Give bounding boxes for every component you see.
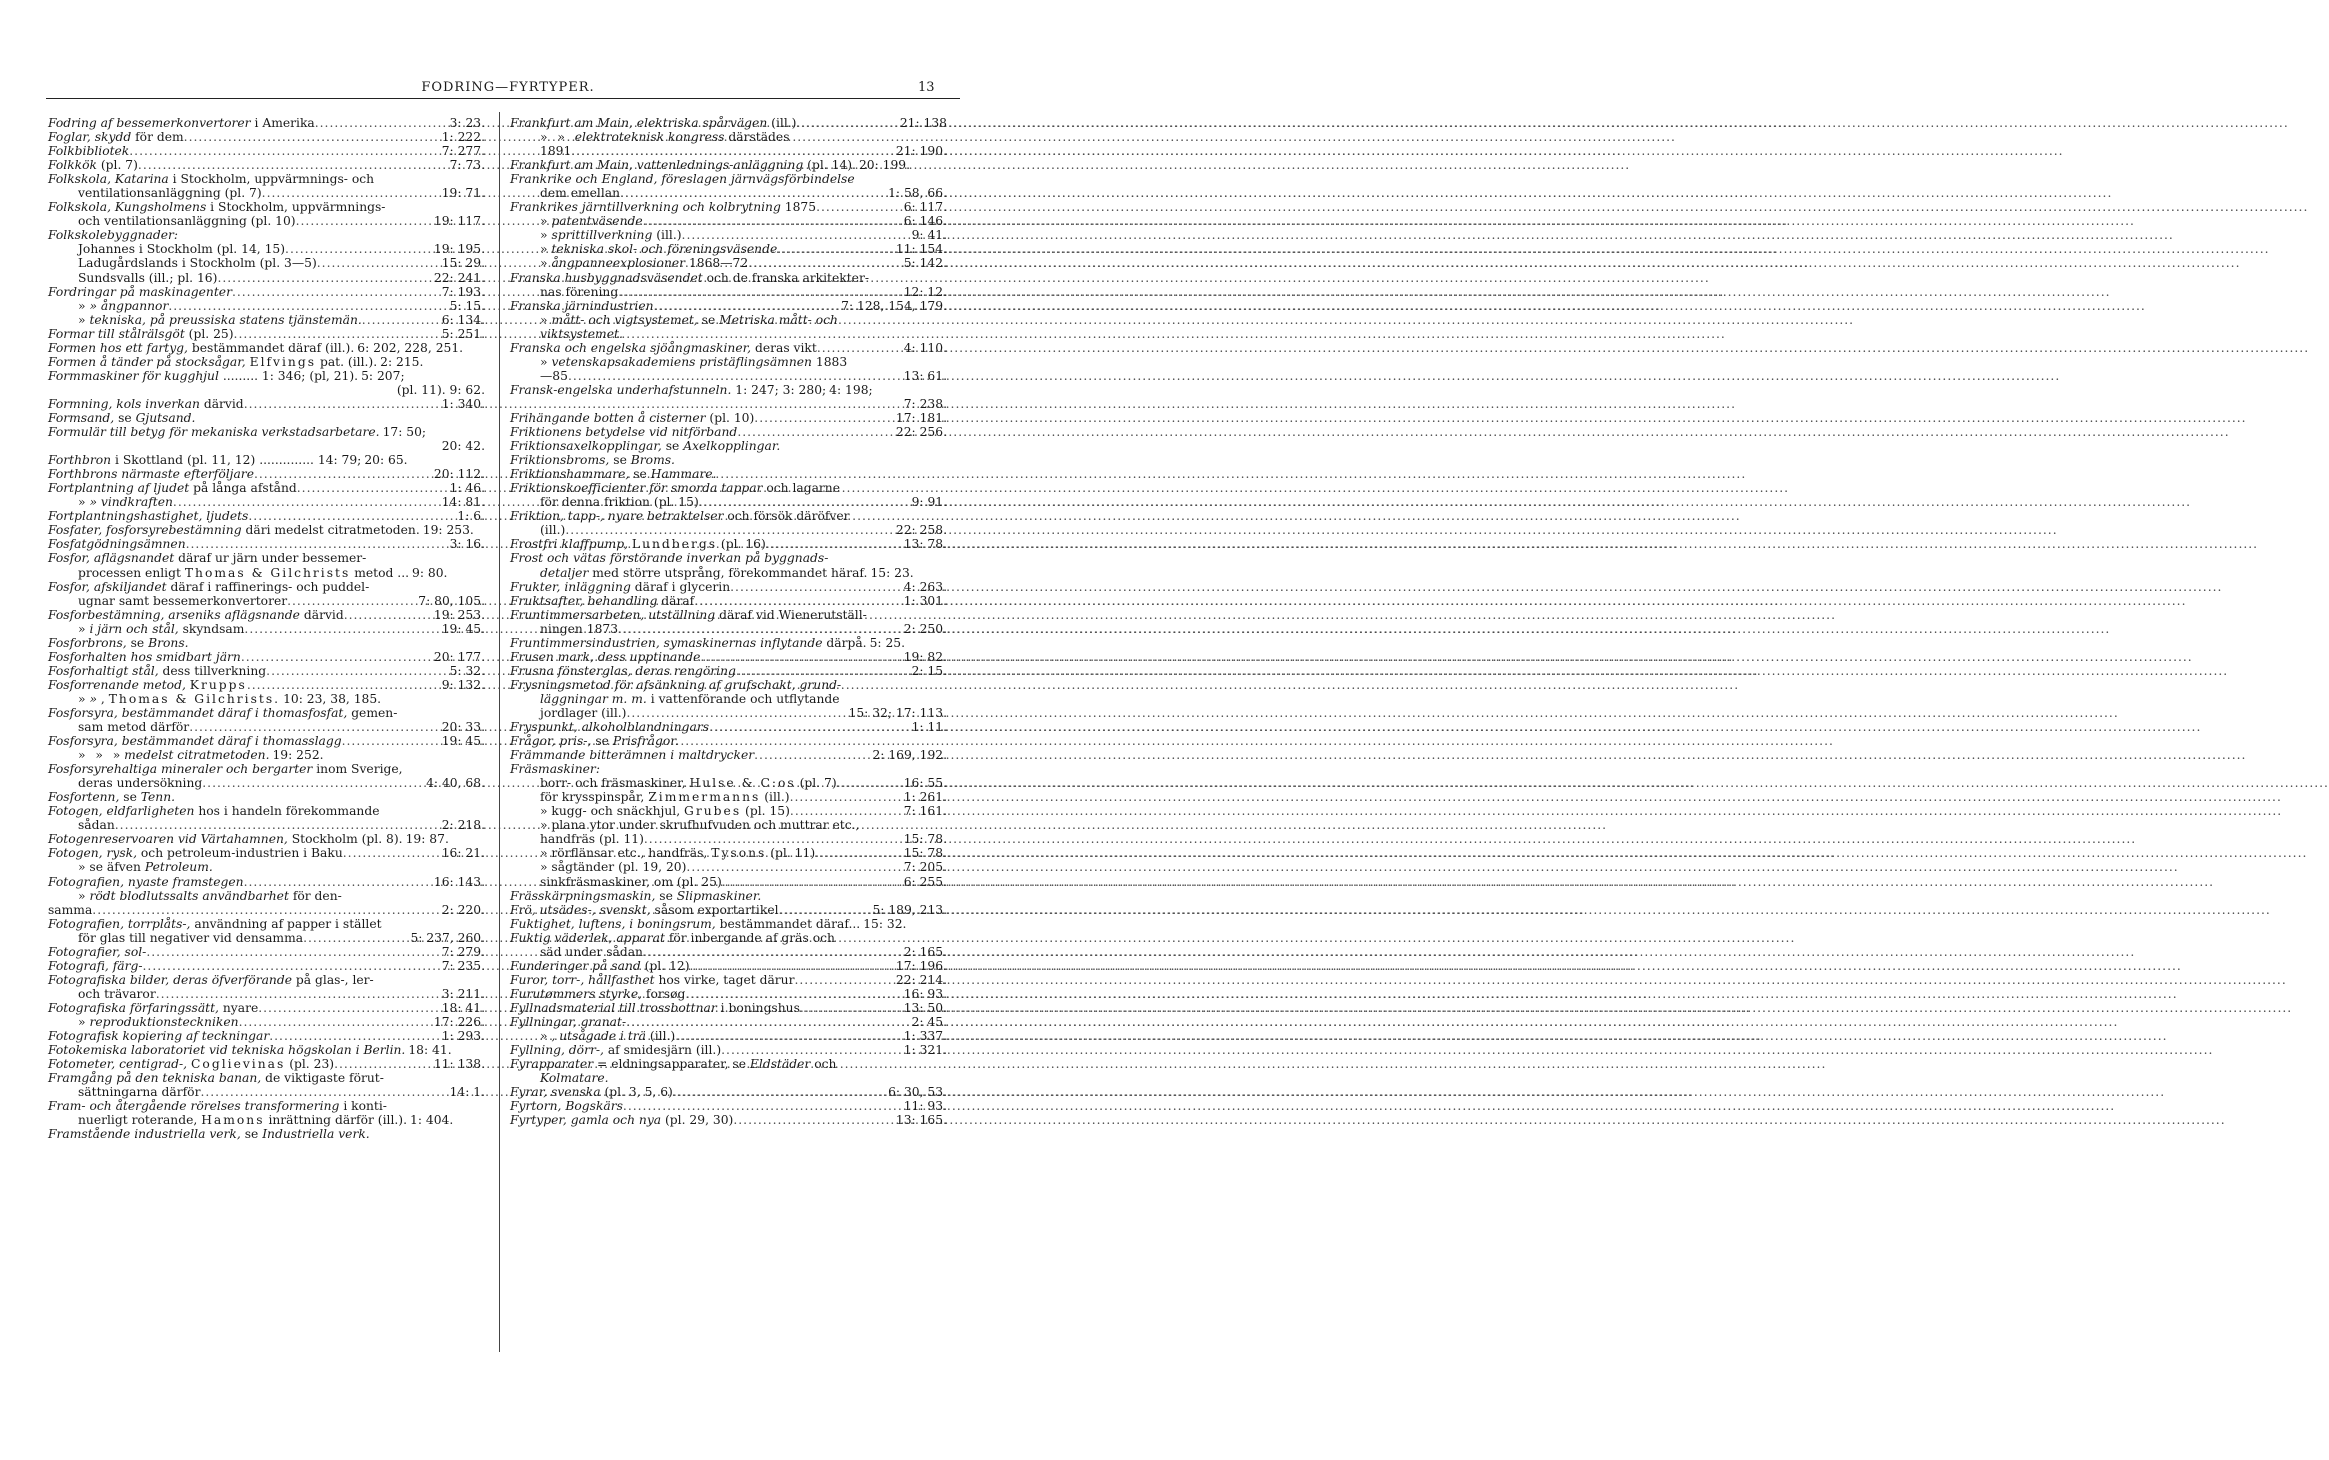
index-entry: Furor, torr-, hållfasthet hos virke, taget därur ..... 22: 214. xyxy=(510,973,947,987)
index-entry: Forthbrons närmaste efterföljare ..... 20: 112. xyxy=(48,467,485,481)
index-entry: Fosfater, fosforsyrebestämning däri medelst citratmetoden. 19: 253. xyxy=(48,523,474,538)
index-entry: (pl. 11). 9: 62. xyxy=(396,382,485,397)
index-entry: Fyllnadsmaterial till trossbottnar i boningshus ..... 13: 50. xyxy=(510,1001,947,1015)
index-entry: » i järn och stål, skyndsam ..... 19: 45. xyxy=(48,622,485,636)
index-entry: » » , Thomas & Gilchrists. 10: 23, 38, 185. xyxy=(78,691,382,706)
index-entry: Fosforsyra, bestämmandet däraf i thomasslagg ..... 19: 45. xyxy=(48,734,485,748)
index-entry: Fotogen, eldfarligheten hos i handeln förekommande xyxy=(48,804,380,819)
index-entry: viktsystemet. xyxy=(540,326,623,341)
index-entry: Folkskola, Katarina i Stockholm, uppvärmnings- och xyxy=(48,172,375,187)
index-entry: detaljer med större utsprång, förekommandet häraf. 15: 23. xyxy=(540,565,914,580)
index-entry: Fyrapparater = eldningsapparater, se Eldstäder och xyxy=(510,1057,837,1072)
index-entry: Främmande bitterämnen i maltdrycker ..... 2: 169, 192. xyxy=(510,748,947,762)
index-entry: Folkskolebyggnader: xyxy=(48,228,179,243)
index-entry: Fotografiska bilder, deras öfverförande på glas-, ler- xyxy=(48,972,374,987)
index-entry: (ill.) ..... 22: 258. xyxy=(510,523,947,537)
index-entry: Frusna fönsterglas, deras rengöring ..... 2: 15. xyxy=(510,664,947,678)
index-entry: Fortplantning af ljudet på långa afstånd ..... 1: 46. xyxy=(48,481,485,495)
index-entry: Frost och vätas förstörande inverkan på byggnads- xyxy=(510,551,829,566)
index-entry: Fosforrenande metod, Krupps ..... 9: 132. xyxy=(48,678,485,692)
index-entry: » » elektroteknisk kongress därstädes xyxy=(540,130,790,145)
index-entry: läggningar m. m. i vattenförande och utflytande xyxy=(540,691,840,706)
index-entry: och ventilationsanläggning (pl. 10) ..... 19: 117. xyxy=(48,214,485,228)
index-entry: Formulär till betyg för mekaniska verkstadsarbetare. 17: 50; xyxy=(48,425,427,440)
index-entry: Formmaskiner för kugghjul ......... 1: 346; (pl, 21). 5: 207; xyxy=(48,368,405,383)
index-entry: Frusen mark, dess upptinande ..... 19: 82. xyxy=(510,650,947,664)
index-entry: Frässkärpningsmaskin, se Slipmaskiner. xyxy=(510,888,762,903)
index-entry: Friktionsbroms, se Broms. xyxy=(510,453,675,468)
index-entry: 7: 238. xyxy=(903,396,947,411)
index-entry: Fruktsafter, behandling däraf ..... 1: 301. xyxy=(510,594,947,608)
index-entry: dem emellan ..... 1: 58, 66. xyxy=(510,186,947,200)
index-entry: » plana ytor under skrufhufvuden och muttrar etc., xyxy=(540,818,860,833)
index-entry: borr- och fräsmaskiner, Hulse & C:os (pl. 7) ..... 16: 55. xyxy=(510,776,947,790)
index-entry: Fransk-engelska underhafstunneln. 1: 247; 3: 280; 4: 198; xyxy=(510,382,873,397)
index-entry: processen enligt Thomas & Gilchrists metod ... 9: 80. xyxy=(78,565,448,580)
index-entry: Frostfri klaffpump, Lundbergs (pl. 16) ..... 13: 78. xyxy=(510,537,947,551)
index-entry: Sundsvalls (ill.; pl. 16) ..... 22: 241. xyxy=(48,271,485,285)
index-entry: Fosforsyrehaltiga mineraler och bergarter inom Sverige, xyxy=(48,762,403,777)
index-entry: Formsand, se Gjutsand. xyxy=(48,410,196,425)
index-entry: Friktionskoefficienter för smorda tappar och lagarne xyxy=(510,481,841,496)
index-entry: sättningarna därför ..... 14: 1. xyxy=(48,1085,485,1099)
index-entry: Frankrikes järntillverkning och kolbrytning 1875 ..... 6: 117. xyxy=(510,200,947,214)
index-column-right xyxy=(510,116,947,1127)
index-entry: Fodring af bessemerkonvertorer i Amerika ..... 3: 23. xyxy=(48,116,485,130)
index-entry: Johannes i Stockholm (pl. 14, 15) ..... 19: 195. xyxy=(48,242,485,256)
index-entry: Fotografi, färg- ..... 7: 235. xyxy=(48,959,485,973)
index-entry: sinkfräsmaskiner, om (pl. 25) ..... 6: 255. xyxy=(510,875,947,889)
index-entry: Folkskola, Kungsholmens i Stockholm, uppvärmnings- xyxy=(48,200,386,215)
index-entry: » » ångpannor ..... 5: 15. xyxy=(48,299,485,313)
index-entry: Ladugårdslands i Stockholm (pl. 3—5) ..... 15: 29. xyxy=(48,256,485,270)
index-entry: 20: 42. xyxy=(441,439,485,454)
index-entry: Fotografien, torrplåts-, användning af papper i stället xyxy=(48,916,382,931)
index-entry: nas förening ..... 12: 12. xyxy=(510,285,947,299)
index-entry: Framstående industriella verk, se Industriella verk. xyxy=(48,1127,370,1142)
index-entry: handfräs (pl. 11) ..... 15: 78. xyxy=(510,832,947,846)
index-entry: Fyrar, svenska (pl. 3, 5, 6) ..... 6: 30, 53. xyxy=(510,1085,947,1099)
index-entry: » tekniska, på preussiska statens tjänstemän. ..... 6: 134. xyxy=(48,313,485,327)
index-entry: » reproduktionsteckniken ..... 17: 226. xyxy=(48,1015,485,1029)
index-entry: Franska och engelska sjöångmaskiner, deras vikt ..... 4: 110. xyxy=(510,341,947,355)
index-entry: Formen å tänder på stocksågar, Elfvings pat. (ill.). 2: 215. xyxy=(48,354,424,369)
index-entry: Friktion, tapp-, nyare betraktelser och försök däröfver xyxy=(510,509,850,524)
index-entry: Fotokemiska laboratoriet vid tekniska högskolan i Berlin. 18: 41. xyxy=(48,1043,452,1058)
index-entry: Fosforbrons, se Brons. xyxy=(48,635,189,650)
index-entry: sam metod därför ..... 20: 33. xyxy=(48,720,485,734)
index-entry: Fruntimmersindustrien, symaskinernas inflytande därpå. 5: 25. xyxy=(510,635,906,650)
index-entry: säd under sådan ..... 2: 165. xyxy=(510,945,947,959)
index-entry: Fotografiska förfaringssätt, nyare ..... 18: 41. xyxy=(48,1001,485,1015)
index-entry: Frö, utsädes-, svenskt, såsom exportartikel ..... 5: 189, 213. xyxy=(510,903,947,917)
index-entry: Fyllning, dörr-, af smidesjärn (ill.) ..... 1: 321. xyxy=(510,1043,947,1057)
index-entry: Folkbibliotek ..... 7: 277. xyxy=(48,144,485,158)
header-rule xyxy=(46,98,960,99)
index-entry: Formen hos ett fartyg, bestämmandet däraf (ill.). 6: 202, 228, 251. xyxy=(48,340,464,355)
index-entry: 1891 ..... 21: 190. xyxy=(510,144,947,158)
index-entry: Funderinger på sand (pl. 12) ..... 17: 196. xyxy=(510,959,947,973)
index-entry: Fosfatgödningsämnen ..... 3: 16. xyxy=(48,537,485,551)
index-entry: Fosforsyra, bestämmandet däraf i thomasfosfat, gemen- xyxy=(48,705,398,720)
index-entry: Fotografier, sol- ..... 7: 279. xyxy=(48,945,485,959)
index-entry: Fosfor, aflägsnandet däraf ur järn under bessemer- xyxy=(48,551,367,566)
index-entry: nuerligt roterande, Hamons inrättning därför (ill.). 1: 404. xyxy=(78,1113,454,1128)
index-entry: Fotometer, centigrad-, Coglievinas (pl. 23) ..... 11: 138. xyxy=(48,1057,485,1071)
index-entry: Furutømmers styrke, forsøg ..... 16: 93. xyxy=(510,987,947,1001)
index-entry: —85 ..... 13: 61. xyxy=(510,369,947,383)
index-entry: » sågtänder (pl. 19, 20) ..... 7: 205. xyxy=(510,860,947,874)
index-entry: Franska järnindustrien ..... 7: 128, 154, 179. xyxy=(510,299,947,313)
index-entry: deras undersökning ..... 4: 40, 68. xyxy=(48,776,485,790)
index-entry: Fuktighet, luftens, i boningsrum, bestämmandet däraf... 15: 32. xyxy=(510,916,907,931)
index-entry: Formar till stålrälsgöt (pl. 25) ..... 5: 251. xyxy=(48,327,485,341)
index-entry: Frukter, inläggning däraf i glycerin ..... 4: 263. xyxy=(510,580,947,594)
index-entry: Kolmatare. xyxy=(540,1071,609,1086)
running-header-title: FODRING—FYRTYPER. xyxy=(421,80,595,95)
index-entry: Fram- och återgående rörelses transformering i konti- xyxy=(48,1099,387,1114)
index-entry: Frankfurt am Main, vattenlednings-anläggning (pl. 14). 20: 199. xyxy=(510,158,911,173)
index-entry: » ångpanneexplosioner 1868—72 ..... 5: 142. xyxy=(510,256,947,270)
index-entry: Franska husbyggnadsväsendet och de franska arkitekter- xyxy=(510,270,869,285)
index-entry: Fosfor, afskiljandet däraf i raffinerings- och puddel- xyxy=(48,579,370,594)
index-entry: » patentväsende ..... 6: 146. xyxy=(510,214,947,228)
index-entry: Fotogen, rysk, och petroleum-industrien i Baku ..... 16: 21. xyxy=(48,846,485,860)
index-entry: Fruntimmersarbeten, utställning däraf vid Wienerutställ- xyxy=(510,607,867,622)
index-entry: Fryspunkt, alkoholblandningars ..... 1: 11. xyxy=(510,720,947,734)
index-entry: sådan ..... 2: 218. xyxy=(48,818,485,832)
index-entry: Fotografien, nyaste framstegen ..... 16: 143. xyxy=(48,875,485,889)
index-entry: Forthbron i Skottland (pl. 11, 12) .............. 14: 79; 20: 65. xyxy=(48,453,408,468)
index-entry: ugnar samt bessemerkonvertorer ..... 7: 80, 105. xyxy=(48,594,485,608)
index-entry: Fosforhalten hos smidbart järn ..... 20: 177. xyxy=(48,650,485,664)
index-entry: samma ..... 2: 220. xyxy=(48,903,485,917)
index-entry: ningen 1873 ..... 2: 250. xyxy=(510,622,947,636)
index-entry: » vetenskapsakademiens pristäflingsämnen 1883 xyxy=(540,354,848,369)
index-entry: » , utsågade i trä (ill.) ..... 1: 337. xyxy=(510,1029,947,1043)
index-column-left xyxy=(48,116,485,1141)
index-entry: för glas till negativer vid densamma ..... 5: 237, 260. xyxy=(48,931,485,945)
index-entry: Fotogenreservoaren vid Värtahamnen, Stockholm (pl. 8). 19: 87. xyxy=(48,832,449,847)
index-entry: Foglar, skydd för dem ..... 1: 222. xyxy=(48,130,485,144)
index-entry: Frankfurt am Main, elektriska spårvägen (ill.) ..... 21: 138 xyxy=(510,116,947,130)
index-entry: » tekniska skol- och föreningsväsende ..... 11: 154. xyxy=(510,242,947,256)
index-entry: Frihängande botten å cisterner (pl. 10) ..... 17: 181. xyxy=(510,411,947,425)
index-entry: Fyrtorn, Bogskärs ..... 11: 93. xyxy=(510,1099,947,1113)
index-entry: Fyllningar, granat- ..... 2: 45. xyxy=(510,1015,947,1029)
index-entry: Formning, kols inverkan därvid ..... 1: 340. xyxy=(48,397,485,411)
index-entry: » » » medelst citratmetoden. 19: 252. xyxy=(78,748,324,763)
index-entry: Framgång på den tekniska banan, de viktigaste förut- xyxy=(48,1071,384,1086)
index-entry: » se äfven Petroleum. xyxy=(78,860,213,875)
page-number: 13 xyxy=(918,80,935,95)
index-entry: för denna friktion (pl. 15) ..... 9: 91. xyxy=(510,495,947,509)
index-entry: Fosforbestämning, arseniks aflägsnande därvid ..... 19: 253. xyxy=(48,608,485,622)
index-entry: Fotografisk kopiering af teckningar ..... 1: 293. xyxy=(48,1029,485,1043)
index-entry: för krysspinspår, Zimmermanns (ill.) ..... 1: 261. xyxy=(510,790,947,804)
index-entry: » rödt blodlutssalts användbarhet för den- xyxy=(78,888,342,903)
index-entry: Frågor, pris-, se Prisfrågor. xyxy=(510,734,679,749)
index-entry: Fortplantningshastighet, ljudets ..... 1: 6. xyxy=(48,509,485,523)
index-entry: » rörflänsar etc., handfräs, Tysons (pl. 11) ..... 15: 78. xyxy=(510,846,947,860)
index-entry: Fosforhaltigt stål, dess tillverkning ..... 5: 32. xyxy=(48,664,485,678)
index-entry: Fyrtyper, gamla och nya (pl. 29, 30) ..... 13: 165. xyxy=(510,1113,947,1127)
index-entry: Frankrike och England, föreslagen järnvägsförbindelse xyxy=(510,172,855,187)
index-entry: Folkkök (pl. 7) ..... 7: 73. xyxy=(48,158,485,172)
index-entry: » mått- och vigtsystemet, se Metriska mått- och xyxy=(540,312,838,327)
index-entry: Friktionshammare, se Hammare. xyxy=(510,467,717,482)
index-entry: jordlager (ill.) ..... 15: 32; 17: 113. xyxy=(510,706,947,720)
index-entry: Fuktig väderlek, apparat för inbergande af gräs och xyxy=(510,930,835,945)
index-entry: och trävaror ..... 3: 211. xyxy=(48,987,485,1001)
index-entry: Fosfortenn, se Tenn. xyxy=(48,790,176,805)
index-entry: Fräsmaskiner: xyxy=(510,762,600,777)
index-entry: Friktionens betydelse vid nitförband ..... 22: 256. xyxy=(510,425,947,439)
index-entry: » » vindkraften ..... 14: 81. xyxy=(48,495,485,509)
index-entry: » sprittillverkning (ill.) ..... 9: 41. xyxy=(510,228,947,242)
index-entry: Fordringar på maskinagenter ..... 7: 193. xyxy=(48,285,485,299)
index-entry: Friktionsaxelkopplingar, se Axelkopplingar. xyxy=(510,439,781,454)
index-entry: Frysningsmetod för afsänkning af grufschakt, grund- xyxy=(510,677,842,692)
index-entry: » kugg- och snäckhjul, Grubes (pl. 15) ..... 7: 161. xyxy=(510,804,947,818)
index-entry: ventilationsanläggning (pl. 7) ..... 19: 71. xyxy=(48,186,485,200)
